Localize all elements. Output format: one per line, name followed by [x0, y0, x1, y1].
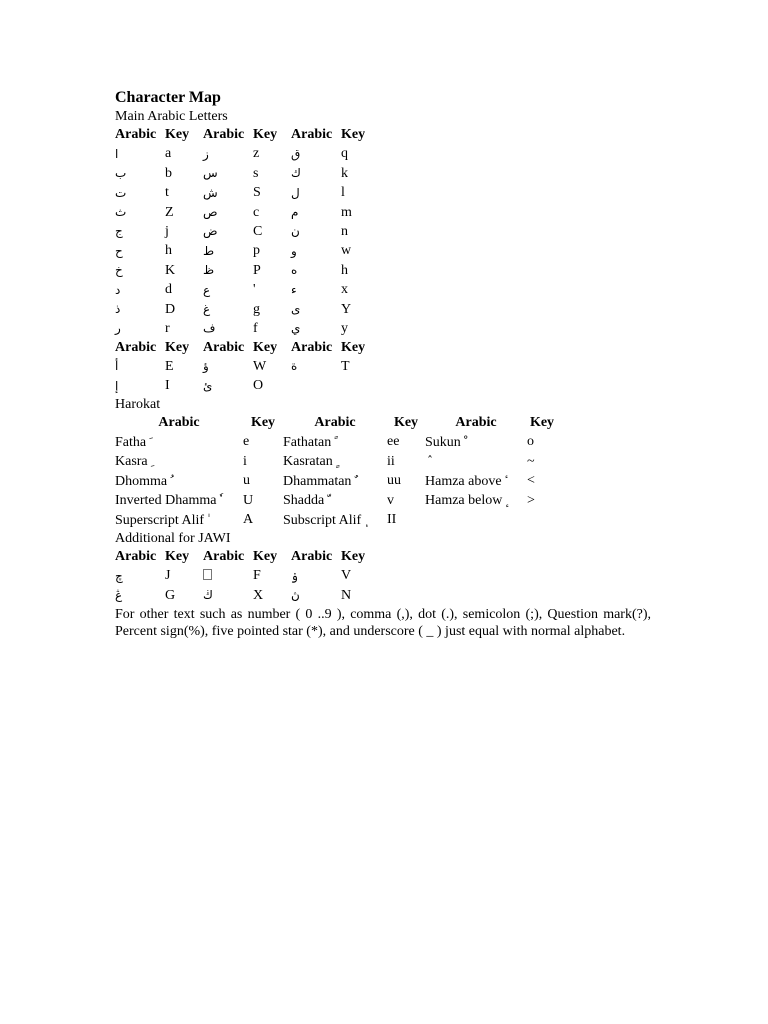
arabic-letter-cell [291, 184, 341, 203]
arabic-letter: ڠ [115, 588, 123, 603]
letter-row [115, 567, 379, 586]
harokat-name: Hamza below [425, 493, 503, 509]
arabic-letter: ي [291, 321, 301, 336]
arabic-letter-cell [291, 319, 341, 338]
footer-note: For other text such as number ( 0 ..9 ), comma (,), dot (.), semicolon (;), Question mark(?), Percent sign(%), five pointed star (*), and underscore ( _ ) just equal with normal alphabet. [115, 607, 651, 639]
arabic-letter-cell [291, 242, 341, 261]
arabic-letter: س [203, 166, 218, 181]
key-cell: X [253, 587, 264, 603]
harokat-name-cell [425, 452, 527, 471]
harokat-name-cell [425, 491, 527, 510]
key-cell: ~ [527, 453, 535, 469]
letter-row [115, 145, 379, 164]
key-cell [341, 377, 379, 396]
arabic-letter-cell [203, 222, 253, 241]
letter-row [115, 164, 379, 183]
harokat-name: Superscript Alif [115, 512, 205, 528]
arabic-letter-cell [291, 567, 341, 586]
arabic-column-header: Arabic [115, 127, 157, 143]
harokat-name: Kasra [115, 454, 148, 470]
key-cell: ' [253, 282, 256, 298]
arabic-letter: ل [291, 185, 300, 200]
key-cell: k [341, 165, 348, 181]
arabic-letter-cell [203, 300, 253, 319]
arabic-letter: أ [115, 359, 119, 374]
key-cell: a [165, 146, 172, 162]
key-cell: p [253, 243, 260, 259]
key-cell: g [253, 301, 260, 317]
key-cell: x [341, 282, 348, 298]
arabic-letter-cell [291, 281, 341, 300]
arabic-letter-cell [203, 586, 253, 605]
key-cell: f [253, 320, 258, 336]
arabic-letter: ظ [203, 263, 215, 278]
main-letters-table [115, 126, 379, 338]
arabic-letter-cell [115, 261, 165, 280]
arabic-letter: ء [291, 282, 297, 297]
key-cell: II [387, 512, 397, 527]
key-column-header: Key [165, 549, 190, 565]
harokat-name: Fatha [115, 434, 147, 450]
harokat-mark: ˆ [427, 454, 433, 469]
arabic-letter-cell [291, 300, 341, 319]
arabic-column-header: Arabic [115, 549, 157, 565]
arabic-letter: ق [291, 146, 301, 161]
letter-row [115, 300, 379, 319]
arabic-letter-cell [203, 184, 253, 203]
arabic-letter-cell [115, 300, 165, 319]
harokat-name: Fathatan [283, 434, 332, 450]
arabic-column-header: Arabic [203, 339, 245, 355]
arabic-letter: د [115, 282, 121, 297]
arabic-letter-cell [203, 319, 253, 338]
key-column-header: Key [341, 127, 366, 143]
harokat-name-cell [115, 472, 243, 491]
arabic-letter-cell [115, 203, 165, 222]
key-cell: o [527, 434, 534, 450]
letter-row [115, 222, 379, 241]
arabic-letter: ن [291, 224, 300, 239]
column-header-row [115, 339, 379, 357]
harokat-body [115, 414, 557, 529]
key-cell: h [165, 243, 172, 259]
key-cell: V [341, 568, 352, 584]
arabic-letter-cell [115, 145, 165, 164]
arabic-letter: غ [203, 302, 211, 317]
harokat-name: Shadda [283, 493, 325, 509]
arabic-letter-cell [203, 145, 253, 164]
arabic-column-header: Arabic [115, 339, 157, 355]
arabic-letter-cell [203, 203, 253, 222]
character-map-document [115, 88, 651, 606]
jawi-heading: Additional for JAWI [115, 530, 231, 546]
key-cell: i [243, 453, 247, 469]
harokat-name: Inverted Dhamma [115, 493, 217, 509]
key-cell: A [243, 512, 254, 527]
key-cell: J [165, 568, 171, 584]
arabic-letter: ت [115, 185, 127, 200]
arabic-letter: م [291, 205, 299, 220]
key-cell: ee [387, 434, 400, 450]
harokat-name-cell [425, 433, 527, 452]
key-cell: m [341, 204, 352, 220]
key-cell: r [165, 320, 170, 336]
extra-letters-body [115, 339, 379, 396]
arabic-letter: ا [115, 146, 119, 161]
key-cell: l [341, 185, 345, 201]
arabic-letter: ڬ [203, 588, 213, 603]
key-cell: C [253, 223, 263, 239]
key-cell: P [253, 262, 261, 278]
key-cell: uu [387, 473, 401, 489]
arabic-letter: ۏ [291, 568, 299, 583]
arabic-letter-cell [115, 319, 165, 338]
arabic-letter: و [291, 243, 297, 258]
harokat-name-cell [425, 511, 527, 530]
key-cell: F [253, 568, 261, 584]
key-cell: ii [387, 453, 395, 469]
arabic-letter-cell [291, 145, 341, 164]
key-column-header: Key [341, 339, 366, 355]
missing-glyph-box [203, 569, 212, 580]
arabic-column-header: Arabic [291, 549, 333, 565]
harokat-name-cell [115, 511, 243, 530]
key-column-header: Key [341, 549, 366, 565]
key-column-header: Key [393, 415, 419, 431]
key-cell: y [341, 320, 348, 336]
jawi-body [115, 548, 379, 605]
arabic-letter: إ [115, 378, 119, 393]
arabic-letter: ر [115, 321, 121, 336]
harokat-name-cell [115, 491, 243, 510]
harokat-name: Hamza above [425, 473, 502, 489]
harokat-name-cell [283, 433, 387, 452]
arabic-letter: ص [203, 205, 218, 220]
arabic-letter-cell [115, 567, 165, 586]
arabic-letter-cell [115, 164, 165, 183]
key-cell [527, 511, 557, 530]
arabic-letter: ڽ [291, 588, 300, 603]
harokat-name-cell [425, 472, 527, 491]
key-cell: b [165, 165, 172, 181]
arabic-letter-cell [203, 377, 253, 396]
extra-letters-table [115, 339, 379, 396]
arabic-letter-cell [203, 281, 253, 300]
key-cell: T [341, 358, 350, 374]
harokat-name-cell [115, 452, 243, 471]
arabic-letter: ط [203, 243, 215, 258]
letter-row [115, 586, 379, 605]
arabic-letter: ب [115, 166, 127, 181]
arabic-column-header: Arabic [314, 415, 356, 431]
letter-row [115, 261, 379, 280]
arabic-letter-cell [291, 261, 341, 280]
harokat-name: Dhammatan [283, 473, 352, 489]
key-cell: q [341, 146, 348, 162]
harokat-row [115, 511, 557, 530]
key-cell: s [253, 165, 259, 181]
arabic-letter-cell [203, 164, 253, 183]
arabic-letter-cell [203, 357, 253, 376]
key-cell: d [165, 282, 172, 298]
harokat-name: Kasratan [283, 454, 333, 470]
arabic-letter: ك [291, 166, 301, 181]
arabic-letter: چ [115, 568, 123, 583]
arabic-letter-cell [115, 242, 165, 261]
arabic-letter-cell [291, 377, 341, 396]
harokat-name: Dhomma [115, 473, 168, 489]
arabic-letter-cell [203, 261, 253, 280]
letter-row [115, 242, 379, 261]
arabic-letter: ع [203, 282, 211, 297]
arabic-letter: ض [203, 224, 218, 239]
key-cell: K [165, 262, 176, 278]
arabic-column-header: Arabic [455, 415, 497, 431]
key-cell: U [243, 492, 254, 508]
arabic-letter: ز [203, 146, 209, 161]
arabic-letter-cell [203, 567, 253, 586]
harokat-row [115, 433, 557, 452]
arabic-letter: ى [291, 302, 301, 317]
harokat-name-cell [283, 511, 387, 530]
key-cell: W [253, 358, 267, 374]
arabic-letter: ذ [115, 302, 121, 317]
arabic-letter-cell [203, 242, 253, 261]
harokat-row [115, 452, 557, 471]
key-cell: G [165, 587, 176, 603]
key-cell: S [253, 185, 261, 201]
arabic-letter-cell [291, 203, 341, 222]
key-cell: h [341, 262, 348, 278]
arabic-letter: ش [203, 185, 218, 200]
harokat-name-cell [283, 491, 387, 510]
key-column-header: Key [165, 339, 190, 355]
arabic-letter: ف [203, 321, 216, 336]
key-cell: O [253, 378, 264, 394]
column-header-row [115, 126, 379, 144]
arabic-letter-cell [115, 222, 165, 241]
key-cell: D [165, 301, 176, 317]
jawi-table [115, 548, 379, 605]
key-cell: Y [341, 301, 352, 317]
arabic-letter: خ [115, 263, 123, 278]
harokat-header-row [115, 414, 557, 432]
arabic-letter: ؤ [203, 359, 209, 374]
letter-row [115, 357, 379, 376]
key-cell: u [243, 473, 250, 489]
key-cell: E [165, 358, 174, 374]
harokat-row [115, 472, 557, 491]
key-cell: e [243, 434, 250, 450]
key-cell: w [341, 243, 352, 259]
arabic-column-header: Arabic [158, 415, 200, 431]
key-cell: z [253, 146, 260, 162]
page-title: Character Map [115, 89, 221, 106]
harokat-heading: Harokat [115, 397, 161, 413]
main-letters-body [115, 126, 379, 338]
letter-row [115, 203, 379, 222]
arabic-column-header: Arabic [203, 127, 245, 143]
key-cell: n [341, 223, 348, 239]
arabic-letter: ئ [203, 378, 213, 393]
key-cell: t [165, 185, 169, 201]
arabic-column-header: Arabic [203, 549, 245, 565]
arabic-column-header: Arabic [291, 127, 333, 143]
arabic-letter-cell [291, 357, 341, 376]
harokat-name-cell [283, 472, 387, 491]
arabic-letter-cell [115, 357, 165, 376]
key-cell: I [165, 378, 170, 394]
arabic-letter-cell [291, 164, 341, 183]
key-cell: c [253, 204, 260, 220]
letter-row [115, 377, 379, 396]
arabic-letter: ح [115, 243, 123, 258]
key-column-header: Key [529, 415, 555, 431]
key-cell: v [387, 492, 394, 508]
key-cell: N [341, 587, 352, 603]
letter-row [115, 184, 379, 203]
key-cell: < [527, 473, 535, 489]
harokat-name-cell [283, 452, 387, 471]
harokat-name-cell [115, 433, 243, 452]
arabic-letter: ة [291, 359, 298, 374]
key-column-header: Key [165, 127, 190, 143]
arabic-letter-cell [115, 377, 165, 396]
key-column-header: Key [253, 339, 278, 355]
key-column-header: Key [253, 127, 278, 143]
arabic-letter-cell [115, 586, 165, 605]
harokat-table [115, 414, 557, 529]
arabic-letter: ج [115, 224, 123, 239]
arabic-column-header: Arabic [291, 339, 333, 355]
arabic-letter-cell [115, 184, 165, 203]
arabic-letter: ه [291, 263, 298, 278]
column-header-row [115, 548, 379, 566]
arabic-letter: ث [115, 205, 127, 220]
harokat-name: Sukun [425, 434, 461, 450]
letter-row [115, 281, 379, 300]
harokat-name: Subscript Alif [283, 512, 362, 528]
arabic-letter-cell [115, 281, 165, 300]
arabic-letter-cell [291, 222, 341, 241]
main-letters-heading: Main Arabic Letters [115, 109, 228, 124]
arabic-letter-cell [291, 586, 341, 605]
key-cell: > [527, 492, 535, 508]
key-cell: j [165, 223, 169, 239]
harokat-row [115, 491, 557, 510]
letter-row [115, 319, 379, 338]
key-column-header: Key [253, 549, 278, 565]
key-column-header: Key [250, 415, 276, 431]
key-cell: Z [165, 204, 174, 220]
